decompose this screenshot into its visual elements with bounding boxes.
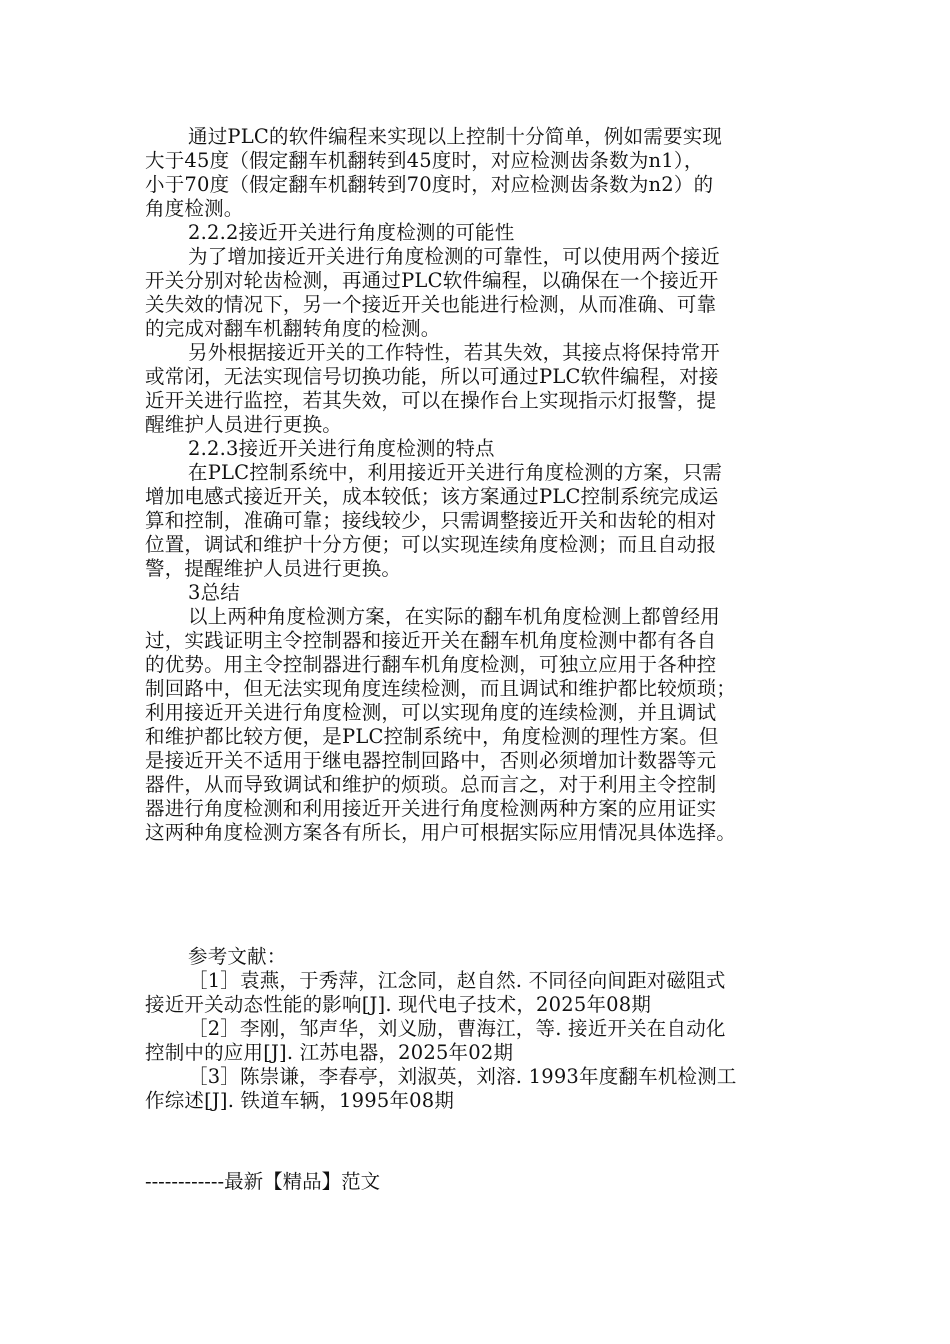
- text-line: 开关分别对轮齿检测，再通过PLC软件编程，以确保在一个接近开: [145, 269, 719, 292]
- reference-line: 作综述[J]. 铁道车辆，1995年08期: [145, 1089, 455, 1112]
- text-line: 以上两种角度检测方案，在实际的翻车机角度检测上都曾经用: [188, 605, 720, 628]
- text-line: 算和控制，准确可靠；接线较少，只需调整接近开关和齿轮的相对: [145, 509, 717, 532]
- text-line: 关失效的情况下，另一个接近开关也能进行检测，从而准确、可靠: [145, 293, 717, 316]
- text-line: 小于70度（假定翻车机翻转到70度时，对应检测齿条数为n2）的: [145, 173, 714, 196]
- reference-line: 接近开关动态性能的影响[J]. 现代电子技术，2025年08期: [145, 993, 652, 1016]
- text-line: 角度检测。: [145, 197, 244, 220]
- reference-line: 控制中的应用[J]. 江苏电器，2025年02期: [145, 1041, 514, 1064]
- text-line: 利用接近开关进行角度检测，可以实现角度的连续检测，并且调试: [145, 701, 717, 724]
- text-line: 是接近开关不适用于继电器控制回路中，否则必须增加计数器等元: [145, 749, 717, 772]
- text-line: 和维护都比较方便，是PLC控制系统中，角度检测的理性方案。但: [145, 725, 719, 748]
- text-line: 为了增加接近开关进行角度检测的可靠性，可以使用两个接近: [188, 245, 720, 268]
- footer-label: ------------最新【精品】范文: [145, 1170, 381, 1193]
- text-line: 器件，从而导致调试和维护的烦琐。总而言之，对于利用主令控制: [145, 773, 717, 796]
- text-line: 另外根据接近开关的工作特性，若其失效，其接点将保持常开: [188, 341, 720, 364]
- text-line: 大于45度（假定翻车机翻转到45度时，对应检测齿条数为n1），: [145, 149, 704, 172]
- text-line: 或常闭，无法实现信号切换功能，所以可通过PLC软件编程，对接: [145, 365, 719, 388]
- text-line: 的完成对翻车机翻转角度的检测。: [145, 317, 441, 340]
- text-line: 3总结: [188, 581, 241, 604]
- text-line: 通过PLC的软件编程来实现以上控制十分简单，例如需要实现: [188, 125, 723, 148]
- text-line: 近开关进行监控，若其失效，可以在操作台上实现指示灯报警，提: [145, 389, 717, 412]
- text-line: 制回路中，但无法实现角度连续检测，而且调试和维护都比较烦琐；: [145, 677, 737, 700]
- reference-line: ［1］袁燕，于秀萍，江念同，赵自然. 不同径向间距对磁阻式: [188, 969, 726, 992]
- reference-line: ［3］陈崇谦，李春亭，刘淑英，刘溶. 1993年度翻车机检测工: [188, 1065, 737, 1088]
- text-line: 在PLC控制系统中，利用接近开关进行角度检测的方案，只需: [188, 461, 723, 484]
- text-line: 增加电感式接近开关，成本较低；该方案通过PLC控制系统完成运: [145, 485, 719, 508]
- text-line: 位置，调试和维护十分方便；可以实现连续角度检测；而且自动报: [145, 533, 717, 556]
- text-line: 警，提醒维护人员进行更换。: [145, 557, 402, 580]
- text-line: 过，实践证明主令控制器和接近开关在翻车机角度检测中都有各自: [145, 629, 717, 652]
- text-line: 的优势。用主令控制器进行翻车机角度检测，可独立应用于各种控: [145, 653, 717, 676]
- text-line: 2.2.2接近开关进行角度检测的可能性: [188, 221, 515, 244]
- text-line: 醒维护人员进行更换。: [145, 413, 343, 436]
- text-line: 这两种角度检测方案各有所长，用户可根据实际应用情况具体选择。: [145, 821, 737, 844]
- text-line: 器进行角度检测和利用接近开关进行角度检测两种方案的应用证实: [145, 797, 717, 820]
- text-line: 2.2.3接近开关进行角度检测的特点: [188, 437, 495, 460]
- references-heading: 参考文献：: [188, 945, 287, 968]
- reference-line: ［2］李刚，邹声华，刘义励，曹海江，等. 接近开关在自动化: [188, 1017, 726, 1040]
